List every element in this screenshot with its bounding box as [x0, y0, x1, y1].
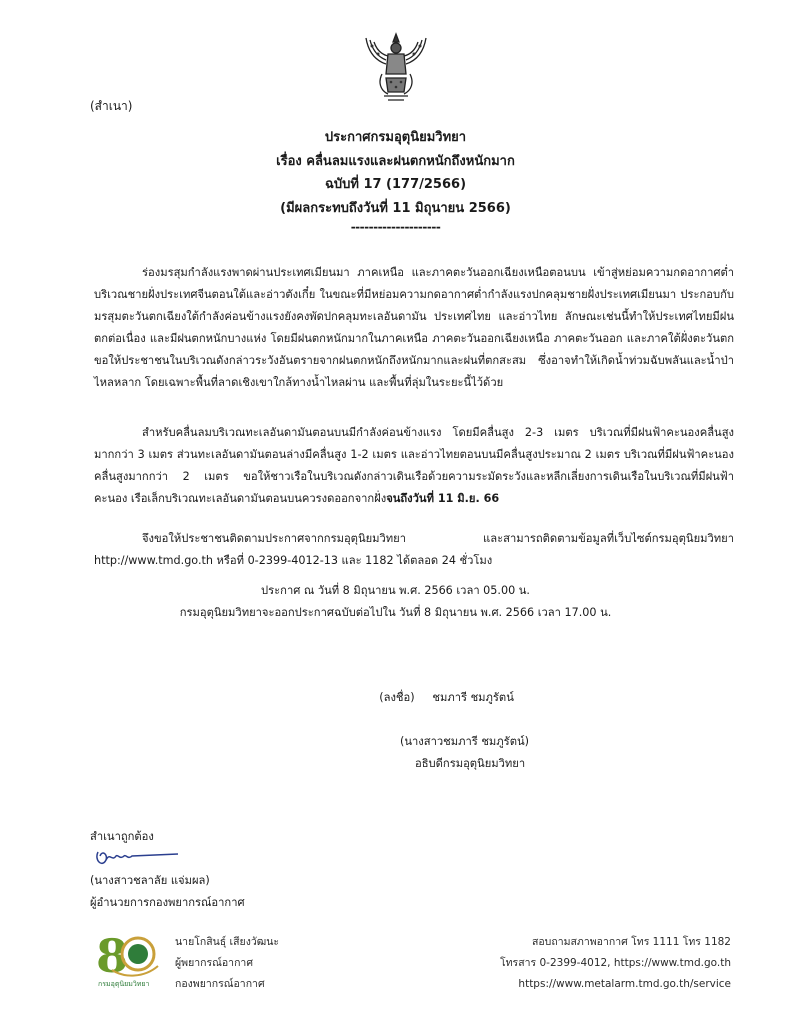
signatory-full-name: (นางสาวชมภารี ชมภูรัตน์): [400, 735, 529, 748]
certification-label: สำเนาถูกต้อง: [90, 830, 154, 843]
document-title: ประกาศกรมอุตุนิยมวิทยา: [324, 130, 467, 145]
issued-datetime: ประกาศ ณ วันที่ 8 มิถุนายน พ.ศ. 2566 เวลา 05.00 น.: [261, 584, 530, 597]
svg-text:8: 8: [96, 929, 129, 983]
svg-text:กรมอุตุนิยมวิทยา: กรมอุตุนิยมวิทยา: [98, 980, 150, 988]
paragraph-text: สำหรับคลื่นลมบริเวณทะเลอันดามันตอนบนมีกำลังค่อนข้างแรง โดยมีคลื่นสูง 2-3 เมตร บริเวณที่มีฝนฟ้าคะนองคลื่นสูงมากกว่า 3 เมตร ส่วนทะเลอันดามันตอนล่างมีคลื่นสูง 1-2 เมตร และอ่าวไทยตอนบนมีคลื่นสูงประมาณ 2 เมตร บริเวณที่มีฝนฟ้าคะนองคลื่นสูงมากกว่า 2 เมตร ขอให้ชาวเรือในบริเวณดังกล่าวเดินเรือด้วยความระมัดระวังและหลีกเลี่ยงการเดินเรือในบริเวณที่มีฝนฟ้าคะนอง เรือเล็กบริเวณทะเลอันดามันตอนบนควรงดออกจากฝั่ง: [94, 426, 734, 505]
forecaster-role: ผู้พยากรณ์อากาศ: [175, 957, 253, 969]
forecaster-name: นายโกสินธุ์ เสียงวัฒนะ: [175, 936, 280, 948]
signatory-position: อธิบดีกรมอุตุนิยมวิทยา: [415, 757, 526, 770]
document-subject: เรื่อง คลื่นลมแรงและฝนตกหนักถึงหนักมาก: [276, 153, 515, 169]
garuda-emblem-icon: [358, 30, 434, 102]
signed-label: (ลงชื่อ): [379, 691, 415, 704]
handwritten-signature-icon: [92, 846, 182, 870]
forecaster-division: กองพยากรณ์อากาศ: [175, 978, 265, 990]
paragraph-weather-situation: [94, 262, 734, 394]
contact-info: [500, 932, 731, 995]
paragraph-follow-updates: [94, 528, 734, 572]
forecaster-info: [175, 932, 279, 995]
header-separator: --------------------: [350, 220, 441, 234]
contact-service-url: https://www.metalarm.tmd.go.th/service: [518, 978, 731, 990]
tmd-80-years-logo-icon: [94, 928, 166, 992]
certification-position: ผู้อำนวยการกองพยากรณ์อากาศ: [90, 896, 245, 909]
signatory-block: [365, 665, 529, 775]
issue-number: ฉบับที่ 17 (177/2566): [324, 177, 467, 192]
next-issue-datetime: กรมอุตุนิยมวิทยาจะออกประกาศฉบับต่อไปใน วันที่ 8 มิถุนายน พ.ศ. 2566 เวลา 17.00 น.: [179, 606, 612, 619]
paragraph-marine-warning: [94, 422, 734, 510]
signed-name: ชมภารี ชมภูรัตน์: [432, 691, 514, 704]
copy-label: (สำเนา): [90, 99, 133, 113]
warning-end-date: จนถึงวันที่ 11 มิ.ย. 66: [386, 492, 500, 505]
contact-phone: สอบถามสภาพอากาศ โทร 1111 โทร 1182: [531, 936, 731, 948]
certification-name: (นางสาวชลาลัย แจ่มผล): [90, 874, 210, 887]
document-header: [0, 126, 791, 234]
paragraph-text: ร่องมรสุมกำลังแรงพาดผ่านประเทศเมียนมา ภาคเหนือ และภาคตะวันออกเฉียงเหนือตอนบน เข้าสู่หย่อมความกดอากาศต่ำบริเวณชายฝั่งประเทศจีนตอนใต้และอ่าวตังเกี๋ย ในขณะที่มีหย่อมความกดอากาศต่ำกำลังแรงปกคลุมชายฝั่งประเทศเมียนมา ประกอบกับมรสุมตะวันตกเฉียงใต้กำลังค่อนข้างแรงยังคงพัดปกคลุมทะเลอันดามัน ประเทศไทย และอ่าวไทย ลักษณะเช่นนี้ทำให้ประเทศไทยมีฝนตกต่อเนื่อง และมีฝนตกหนักบางแห่ง โดยมีฝนตกหนักมากในภาคเหนือ ภาคตะวันออกเฉียงเหนือ ภาคตะวันออก และภาคใต้ฝั่งตะวันตก ขอให้ประชาชนในบริเวณดังกล่าวระวังอันตรายจากฝนตกหนักถึงหนักมากและฝนที่ตกสะสม ซึ่งอาจทำให้เกิดน้ำท่วมฉับพลันและน้ำป่าไหลหลาก โดยเฉพาะพื้นที่ลาดเชิงเขาใกล้ทางน้ำไหลผ่าน และพื้นที่ลุ่มในระยะนี้ไว้ด้วย: [94, 266, 734, 389]
contact-fax-web: โทรสาร 0-2399-4012, https://www.tmd.go.th: [500, 957, 731, 969]
effective-date: (มีผลกระทบถึงวันที่ 11 มิถุนายน 2566): [280, 200, 511, 216]
paragraph-text: จึงขอให้ประชาชนติดตามประกาศจากกรมอุตุนิยมวิทยา และสามารถติดตามข้อมูลที่เว็บไซต์กรมอุตุนิยมวิทยา http://www.tmd.go.th หรือที่ 0-2399-4012-13 และ 1182 ได้ตลอด 24 ชั่วโมง: [94, 532, 734, 567]
